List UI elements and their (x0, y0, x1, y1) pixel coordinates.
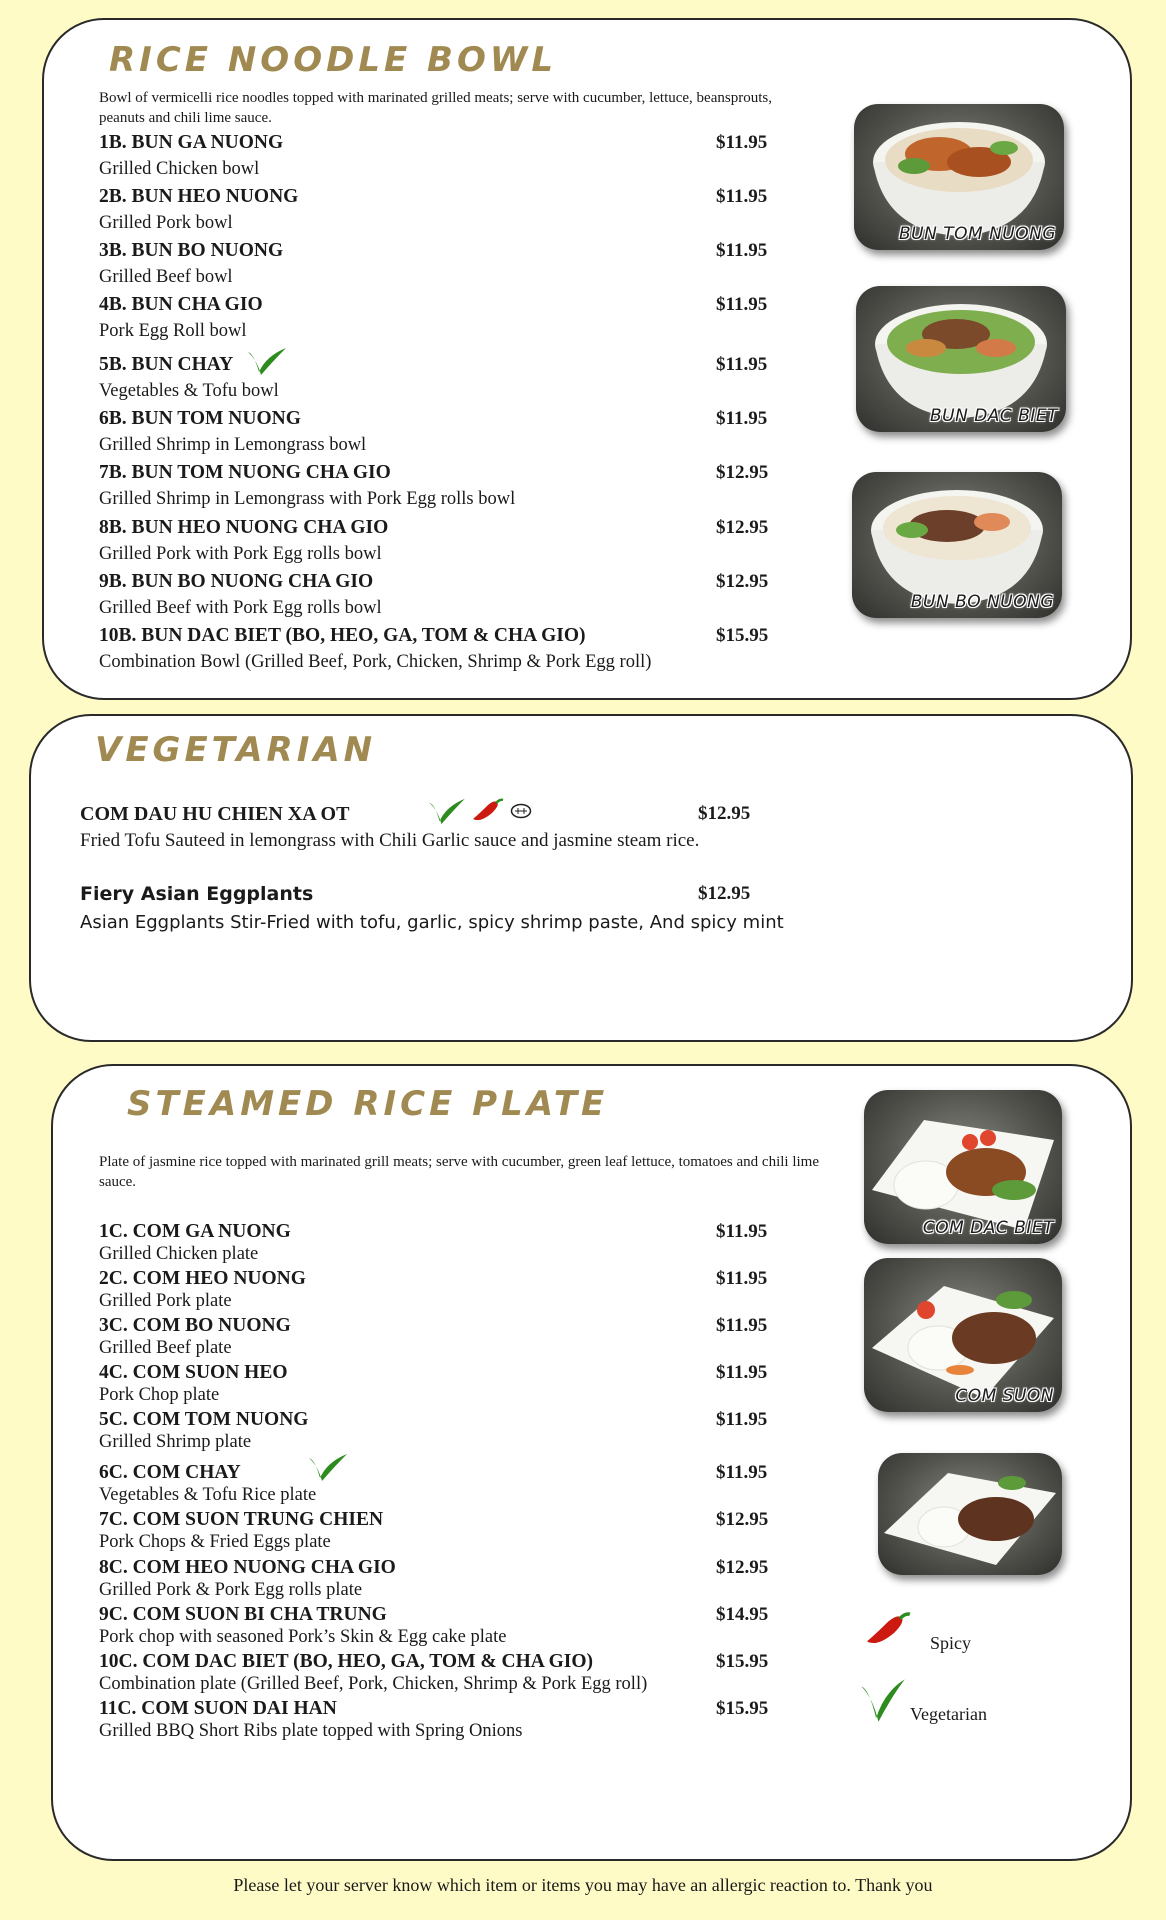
item-name: 1B. BUN GA NUONG (99, 132, 284, 153)
photo-label: BUN TOM NUONG (899, 224, 1056, 244)
item-description: Grilled Beef plate (99, 1338, 232, 1358)
item-price: $11.95 (716, 240, 768, 261)
item-price: $12.95 (716, 1557, 769, 1578)
chili-icon (861, 1610, 913, 1650)
section-intro: Bowl of vermicelli rice noodles topped with marinated grilled meats; serve with cucumber, lettuce, beansprouts, peanuts and chili lime sauce. (99, 90, 772, 126)
item-name: 6B. BUN TOM NUONG (99, 408, 301, 429)
rice-plate-photo (878, 1453, 1062, 1575)
section-title: STEAMED RICE PLATE (127, 1084, 609, 1124)
photo-label: BUN DAC BIET (929, 406, 1058, 426)
photo-label: COM DAC BIET (922, 1218, 1054, 1238)
item-price: $11.95 (716, 1462, 768, 1483)
vegetarian-section (29, 714, 1133, 1042)
item-name: 5C. COM TOM NUONG (99, 1409, 309, 1430)
item-name: 8C. COM HEO NUONG CHA GIO (99, 1557, 396, 1578)
item-price: $12.95 (716, 571, 769, 592)
item-description: Grilled Shrimp plate (99, 1432, 252, 1452)
com-suon-photo (864, 1258, 1062, 1412)
item-description: Grilled BBQ Short Ribs plate topped with Spring Onions (99, 1721, 523, 1741)
item-name: 5B. BUN CHAY (99, 354, 234, 375)
item-description: Fried Tofu Sauteed in lemongrass with Chili Garlic sauce and jasmine steam rice. (80, 830, 700, 851)
item-description: Grilled Shrimp in Lemongrass bowl (99, 435, 367, 455)
item-description: Grilled Pork bowl (99, 213, 233, 233)
item-description: Vegetables & Tofu bowl (99, 381, 279, 401)
item-description: Grilled Pork with Pork Egg rolls bowl (99, 544, 382, 564)
item-name: Fiery Asian Eggplants (80, 883, 314, 905)
item-price: $15.95 (716, 625, 769, 646)
item-name: 3B. BUN BO NUONG (99, 240, 284, 261)
item-description: Grilled Beef with Pork Egg rolls bowl (99, 598, 382, 618)
item-description: Grilled Chicken bowl (99, 159, 260, 179)
item-description: Pork Chops & Fried Eggs plate (99, 1532, 331, 1552)
item-description: Grilled Chicken plate (99, 1244, 259, 1264)
item-name: COM DAU HU CHIEN XA OT (80, 803, 350, 825)
item-name: 4B. BUN CHA GIO (99, 294, 263, 315)
item-price: $12.95 (716, 462, 769, 483)
chili-icon (470, 797, 504, 825)
item-price: $11.95 (716, 294, 768, 315)
item-price: $14.95 (716, 1604, 769, 1625)
item-price: $12.95 (716, 1509, 769, 1530)
item-name: 8B. BUN HEO NUONG CHA GIO (99, 517, 389, 538)
item-description: Asian Eggplants Stir-Fried with tofu, garlic, spicy shrimp paste, And spicy mint (80, 912, 784, 933)
item-price: $15.95 (716, 1651, 769, 1672)
item-price: $11.95 (716, 1221, 768, 1242)
item-name: 10B. BUN DAC BIET (BO, HEO, GA, TOM & CHA GIO) (99, 625, 586, 646)
item-price: $15.95 (716, 1698, 769, 1719)
item-price: $11.95 (716, 1268, 768, 1289)
photo-label: COM SUON (955, 1386, 1054, 1406)
vegetarian-icon (246, 346, 288, 376)
item-price: $11.95 (716, 1315, 768, 1336)
item-description: Grilled Pork & Pork Egg rolls plate (99, 1580, 363, 1600)
rice-plate-illustration (878, 1453, 1062, 1575)
item-description: Pork Egg Roll bowl (99, 321, 247, 341)
vegetarian-icon (859, 1677, 907, 1723)
item-name: 3C. COM BO NUONG (99, 1315, 291, 1336)
photo-label: BUN BO NUONG (910, 592, 1054, 612)
item-name: 2B. BUN HEO NUONG (99, 186, 299, 207)
bun-dac-biet-photo (856, 286, 1066, 432)
allergy-notice: Please let your server know which item or items you may have an allergic reaction to. Thank you (233, 1875, 933, 1895)
item-price: $11.95 (716, 1409, 768, 1430)
gluten-free-icon (510, 803, 532, 819)
item-price: $11.95 (716, 354, 768, 375)
item-name: 7B. BUN TOM NUONG CHA GIO (99, 462, 391, 483)
item-name: 9B. BUN BO NUONG CHA GIO (99, 571, 374, 592)
item-description: Pork Chop plate (99, 1385, 220, 1405)
vegetarian-icon (307, 1452, 349, 1482)
item-name: 11C. COM SUON DAI HAN (99, 1698, 337, 1719)
item-name: 9C. COM SUON BI CHA TRUNG (99, 1604, 387, 1625)
item-price: $11.95 (716, 408, 768, 429)
bun-tom-nuong-photo (854, 104, 1064, 250)
section-intro: Plate of jasmine rice topped with marinated grill meats; serve with cucumber, green leaf lettuce, tomatoes and chili lime sauce. (99, 1154, 819, 1190)
item-name: 2C. COM HEO NUONG (99, 1268, 306, 1289)
rice-noodle-bowl-section (42, 18, 1132, 700)
section-title: VEGETARIAN (95, 730, 377, 770)
item-name: 4C. COM SUON HEO (99, 1362, 288, 1383)
item-description: Combination plate (Grilled Beef, Pork, Chicken, Shrimp & Pork Egg roll) (99, 1674, 648, 1694)
item-price: $11.95 (716, 1362, 768, 1383)
item-name: 6C. COM CHAY (99, 1462, 241, 1483)
item-name: 10C. COM DAC BIET (BO, HEO, GA, TOM & CHA GIO) (99, 1651, 594, 1672)
item-price: $12.95 (698, 883, 751, 904)
item-description: Grilled Shrimp in Lemongrass with Pork Egg rolls bowl (99, 489, 516, 509)
item-description: Combination Bowl (Grilled Beef, Pork, Chicken, Shrimp & Pork Egg roll) (99, 652, 652, 672)
item-price: $12.95 (698, 803, 751, 824)
item-description: Vegetables & Tofu Rice plate (99, 1485, 317, 1505)
item-description: Grilled Beef bowl (99, 267, 233, 287)
item-description: Pork chop with seasoned Pork’s Skin & Egg cake plate (99, 1627, 507, 1647)
vegetarian-icon (427, 797, 467, 825)
item-price: $11.95 (716, 186, 768, 207)
legend-vegetarian-label: Vegetarian (910, 1704, 987, 1724)
item-price: $11.95 (716, 132, 768, 153)
section-title: RICE NOODLE BOWL (109, 40, 558, 80)
bun-bo-nuong-photo (852, 472, 1062, 618)
com-dac-biet-photo (864, 1090, 1062, 1244)
steamed-rice-plate-section (51, 1064, 1132, 1861)
item-description: Grilled Pork plate (99, 1291, 232, 1311)
item-name: 7C. COM SUON TRUNG CHIEN (99, 1509, 384, 1530)
item-price: $12.95 (716, 517, 769, 538)
legend-spicy-label: Spicy (930, 1633, 972, 1653)
item-name: 1C. COM GA NUONG (99, 1221, 291, 1242)
